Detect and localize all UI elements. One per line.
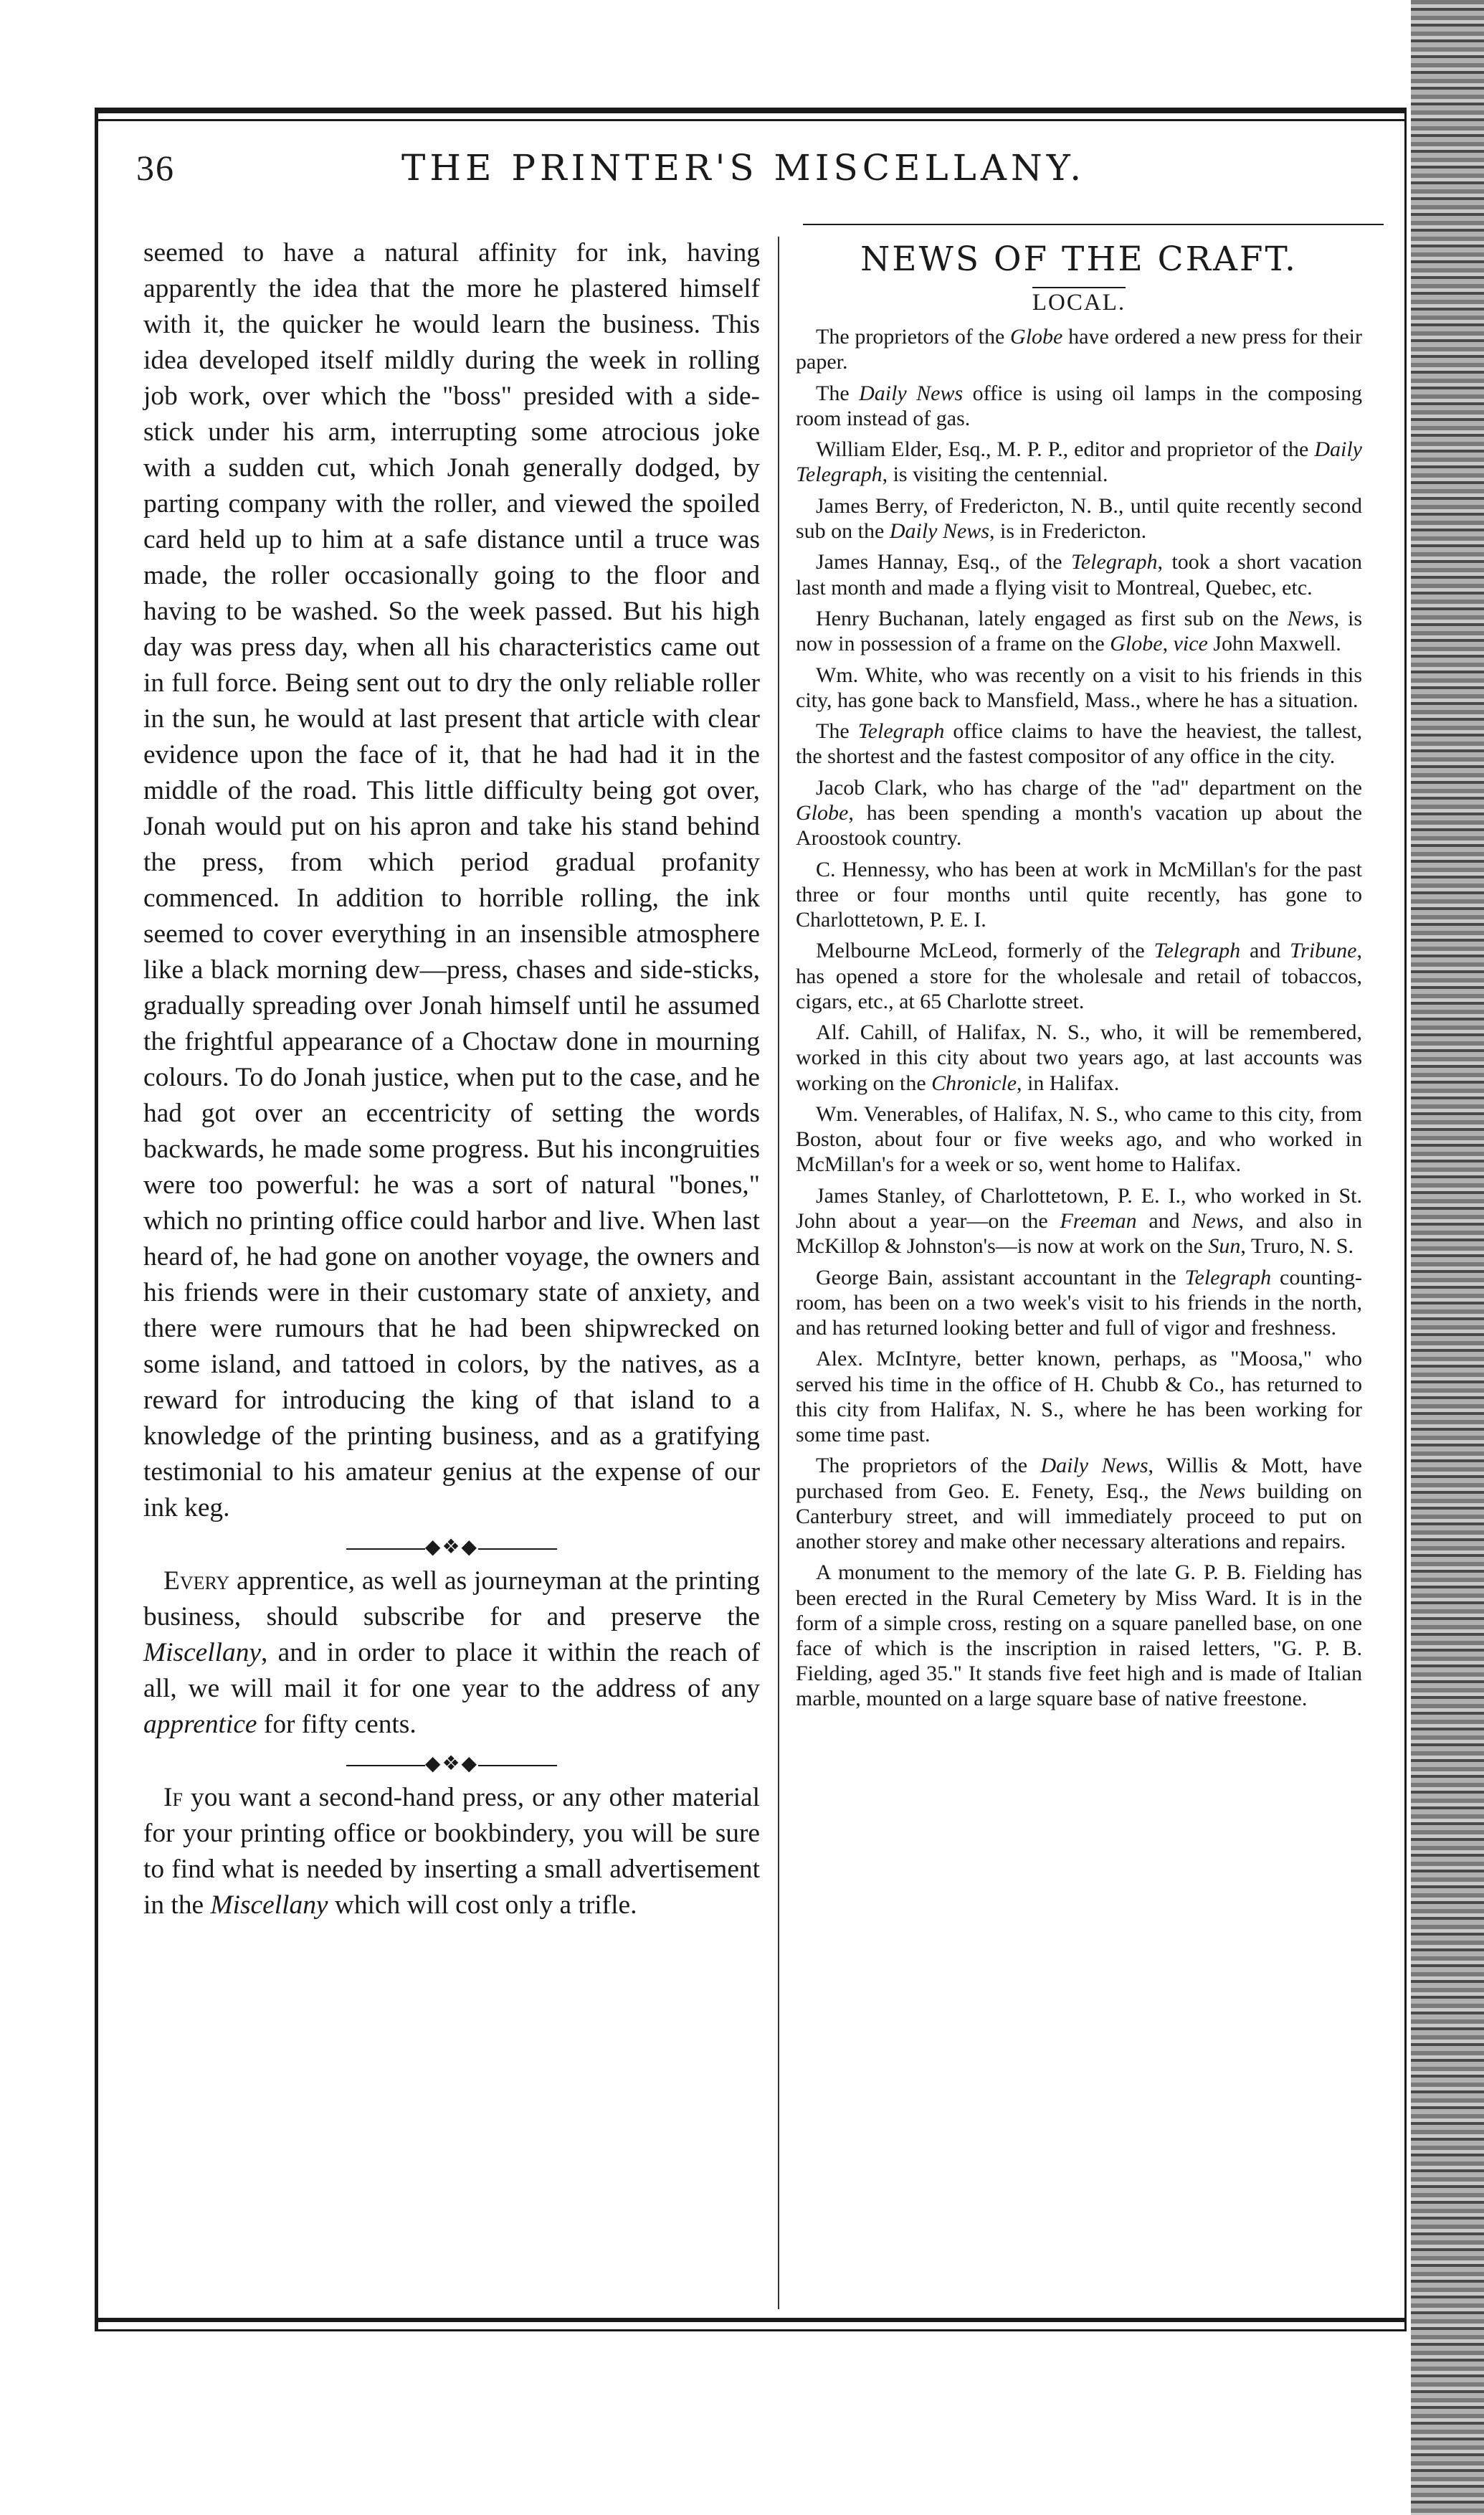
advertising-notice	[143, 1780, 760, 1923]
news-item-text: , is now in possession of a frame on the	[796, 606, 1363, 656]
news-item	[796, 1102, 1362, 1178]
news-item	[796, 437, 1362, 487]
news-item-text: and	[1136, 1208, 1192, 1233]
news-item-italic: News	[1199, 1479, 1246, 1503]
news-item	[796, 775, 1362, 851]
news-item-italic: Globe	[1010, 325, 1063, 349]
news-item	[796, 1560, 1362, 1711]
news-item-text: , has been spending a month's vacation up about the Aroostook country.	[796, 800, 1362, 851]
left-column	[143, 235, 760, 1923]
notice-italic: apprentice	[143, 1710, 257, 1739]
news-item-text: Jacob Clark, who has charge of the "ad" department on the	[816, 775, 1362, 800]
news-item-text: The proprietors of the	[816, 325, 1011, 349]
news-item-italic: Chronicle	[931, 1071, 1017, 1095]
story-continuation: seemed to have a natural affinity for ink, having apparently the idea that the more he plastered himself with it, the quicker he would learn the business. This idea developed itself mildly during the week in rolling job work, over which the "boss" presided with a side-stick under his arm, interrupting some atrocious joke with a sudden cut, which Jonah generally dodged, by parting company with the roller, and viewed the spoiled card held up to him at a safe distance until a truce was made, the roller occasionally going to the floor and having to be washed. So the week passed. But his high day was press day, when all his characteristics came out in full force. Being sent out to dry the only reliable roller in the sun, he would at last present that article with clear evidence upon the face of it, that he had had it in the middle of the road. This little difficulty being got over, Jonah would put on his apron and take his stand behind the press, from which period gradual profanity commenced. In addition to horrible rolling, the ink seemed to cover everything in an insensible atmosphere like a black morning dew—press, chases and side-sticks, gradually spreading over Jonah himself until he assumed the frightful appearance of a Choctaw done in mourning colours. To do Jonah justice, when put to the case, and he had got over an eccentricity of setting the words backwards, he made some progress. But his incongruities were too powerful: he was a sort of natural "bones," which no printing office could harbor and live. When last heard of, he had gone on another voyage, the owners and his friends were in their customary state of anxiety, and there were rumours that he had been shipwrecked on some island, and tattoed in colors, by the natives, as a reward for introducing the king of that island to a knowledge of the printing business, and as a gratifying testimonial to his amateur genius at the expense of our ink keg.	[143, 238, 760, 1522]
notice-text: you want a second-hand press, or any other material for your printing office or bookbindery, you will be sure to find what is needed by inserting a small advertisement in the	[143, 1783, 760, 1920]
page-number: 36	[136, 148, 175, 188]
news-item-text: , Willis & Mott, have purchased from Geo. E. Fenety, Esq., the	[796, 1454, 1362, 1503]
news-item-text: have ordered a new press for their paper.	[796, 325, 1362, 374]
news-item-text: and	[1240, 939, 1290, 963]
news-item-text: The	[816, 381, 860, 405]
news-item	[796, 493, 1362, 544]
news-item	[796, 857, 1362, 933]
news-item-text: A monument to the memory of the late G. P. B. Fielding has been erected in the Rural Cemetery by Miss Ward. It is in the form of a simple cross, resting on a square panelled base, on one face of which is the inscription in raised letters, "G. P. B. Fielding, aged 35." It stands five feet high and is made of Italian marble, mounted on a large square base of native freestone.	[796, 1560, 1362, 1711]
news-item-italic: Daily News	[889, 518, 989, 543]
news-item-text: office claims to have the heaviest, the tallest, the shortest and the fastest compositor of any office in the city.	[796, 719, 1363, 769]
news-items-list	[796, 324, 1362, 1712]
ornament-divider: ◆❖◆	[143, 1526, 760, 1563]
news-item-italic: Sun	[1208, 1234, 1241, 1259]
news-item-text: Alex. McIntyre, better known, perhaps, as "Moosa," who served his time in the office of H. Chubb & Co., has returned to this city from Halifax, N. S., where he has been working for some time past.	[796, 1347, 1362, 1446]
page-header	[136, 147, 1384, 212]
news-item-text: The proprietors of the	[816, 1454, 1041, 1478]
top-rule-thin	[95, 119, 1407, 121]
notice-text: which will cost only a trifle.	[328, 1890, 637, 1920]
right-column	[796, 238, 1362, 1718]
notice-lead-word: Every	[163, 1566, 230, 1596]
news-item-text: , is visiting the centennial.	[882, 463, 1108, 487]
news-item-italic: Tribune	[1290, 939, 1357, 963]
news-item-italic: Telegraph	[1184, 1265, 1272, 1289]
page-edge-scan	[1411, 0, 1484, 2515]
news-item	[796, 1453, 1362, 1554]
news-item-text: Melbourne McLeod, formerly of the	[816, 939, 1154, 963]
news-item-italic: Telegraph	[857, 719, 945, 744]
news-item-italic: Telegraph	[1070, 550, 1158, 574]
top-rule	[95, 108, 1407, 113]
news-item-text: , has opened a store for the wholesale and retail of tobaccos, cigars, etc., at 65 Charlotte street.	[796, 939, 1362, 1013]
running-title: THE PRINTER'S MISCELLANY.	[401, 147, 1086, 189]
news-item-italic: News	[1287, 606, 1334, 630]
news-item-text: William Elder, Esq., M. P. P., editor and proprietor of the	[816, 437, 1315, 462]
news-item-text: , and also in McKillop & Johnston's—is now at work on the	[796, 1208, 1362, 1259]
news-item	[796, 1020, 1362, 1096]
news-item	[796, 1346, 1362, 1447]
news-item-text: office is using oil lamps in the composing room instead of gas.	[796, 381, 1362, 430]
notice-text: for fifty cents.	[257, 1710, 417, 1739]
news-item-text: James Stanley, of Charlottetown, P. E. I., who worked in St. John about a year—on the	[796, 1183, 1362, 1233]
news-item-text: building on Canterbury street, and will immediately proceed to put on another storey and make other necessary alterations and repairs.	[796, 1479, 1362, 1553]
bottom-rule	[95, 2318, 1407, 2322]
news-item-italic: Daily News	[859, 381, 964, 405]
news-item-text: James Hannay, Esq., of the	[816, 550, 1071, 574]
notice-lead-word: If	[163, 1783, 183, 1812]
news-item-text: Wm. Venerables, of Halifax, N. S., who came to this city, from Boston, about four or five weeks ago, and who worked in McMillan's for a week or so, went home to Halifax.	[796, 1102, 1362, 1177]
news-item	[796, 1183, 1362, 1259]
news-item	[796, 324, 1362, 374]
news-item-italic: Globe	[796, 800, 849, 825]
news-item-italic: Telegraph	[1154, 939, 1241, 963]
header-rule	[803, 224, 1384, 225]
ornament-divider: ◆❖◆	[143, 1743, 760, 1780]
news-item	[796, 663, 1362, 713]
notice-italic: Miscellany	[143, 1638, 262, 1667]
news-item-italic: News	[1192, 1208, 1239, 1233]
news-item-text: ,	[1162, 632, 1174, 656]
news-item-italic: vice	[1173, 632, 1208, 656]
notice-italic: Miscellany	[210, 1890, 328, 1920]
news-item-text: , is in Fredericton.	[989, 518, 1147, 543]
news-item-italic: Freeman	[1060, 1208, 1137, 1233]
news-item-text: The	[816, 719, 858, 744]
news-item-text: Alf. Cahill, of Halifax, N. S., who, it will be remembered, worked in this city about two years ago, at last accounts was working on the	[796, 1020, 1362, 1095]
news-item-italic: Daily Telegraph	[796, 437, 1362, 487]
news-item	[796, 719, 1362, 769]
news-item-text: George Bain, assistant accountant in the	[816, 1265, 1185, 1289]
news-item	[796, 1265, 1362, 1341]
news-item-text: James Berry, of Fredericton, N. B., until quite recently second sub on the	[796, 493, 1362, 543]
news-item	[796, 549, 1362, 600]
section-subheading	[796, 287, 1362, 318]
news-item	[796, 606, 1362, 656]
notice-text: apprentice, as well as journeyman at the printing business, should subscribe for and preserve the	[143, 1566, 760, 1631]
news-item-text: , took a short vacation last month and made a flying visit to Montreal, Quebec, etc.	[796, 550, 1362, 600]
news-item-text: C. Hennessy, who has been at work in McMillan's for the past three or four months until quite recently, has gone to Charlottetown, P. E. I.	[796, 857, 1362, 932]
news-item-text: Wm. White, who was recently on a visit to his friends in this city, has gone back to Mansfield, Mass., where he has a situation.	[796, 663, 1362, 712]
subheading-text: LOCAL.	[1032, 287, 1126, 316]
column-divider	[778, 237, 779, 2309]
news-item	[796, 381, 1362, 431]
news-item-text: counting-room, has been on a two week's visit to his friends in the north, and has returned looking better and full of vigor and freshness.	[796, 1265, 1362, 1340]
notice-text: , and in order to place it within the reach of all, we will mail it for one year to the address of any	[143, 1638, 760, 1703]
news-item-text: John Maxwell.	[1207, 632, 1341, 656]
news-item-text: , in Halifax.	[1017, 1071, 1120, 1095]
news-item-italic: Daily News	[1040, 1454, 1148, 1478]
bottom-rule-thin	[95, 2329, 1407, 2331]
subscription-notice	[143, 1563, 760, 1743]
news-item	[796, 938, 1362, 1014]
news-item-text: Henry Buchanan, lately engaged as first sub on the	[816, 606, 1288, 630]
news-item-text: , Truro, N. S.	[1240, 1234, 1354, 1259]
news-item-italic: Globe	[1110, 632, 1163, 656]
section-heading: NEWS OF THE CRAFT.	[860, 240, 1298, 279]
